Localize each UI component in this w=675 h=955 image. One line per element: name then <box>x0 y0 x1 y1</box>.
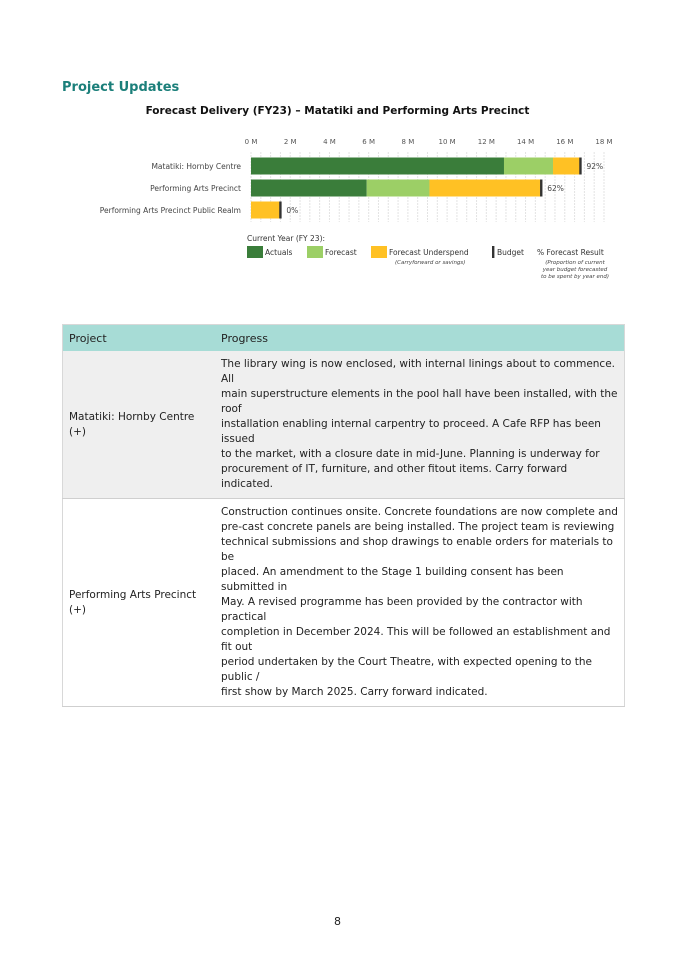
legend-swatch-underspend <box>371 246 387 258</box>
percent-label: 62% <box>547 184 564 193</box>
header-progress: Progress <box>215 325 625 352</box>
legend-label: Actuals <box>265 248 293 257</box>
table-row <box>63 351 625 499</box>
progress-line: procurement of IT, furniture, and other fitout items. Carry forward indicated. <box>221 463 568 490</box>
legend-note: (Proportion of current <box>545 260 605 266</box>
bar-segment-forecast <box>504 158 553 175</box>
progress-cell <box>215 351 625 499</box>
bar-segment-actuals <box>251 180 367 197</box>
page-number: 8 <box>334 915 341 928</box>
x-tick-label: 6 M <box>362 138 376 146</box>
legend-swatch-actuals <box>247 246 263 258</box>
bar-segment-forecast <box>367 180 430 197</box>
legend-swatch-budget <box>492 246 494 258</box>
legend-note: to be spent by year end) <box>540 274 610 280</box>
header-project: Project <box>63 325 216 352</box>
x-tick-label: 18 M <box>595 138 613 146</box>
legend-label: Forecast <box>325 248 357 257</box>
budget-marker <box>279 202 281 219</box>
x-tick-label: 10 M <box>438 138 456 146</box>
progress-line: technical submissions and shop drawings to enable orders for materials to be <box>221 536 613 563</box>
progress-line: completion in December 2024. This will be followed an establishment and fit out <box>221 626 611 653</box>
x-tick-label: 2 M <box>283 138 297 146</box>
project-name-cell: Performing Arts Precinct (+) <box>63 499 216 707</box>
progress-line: first show by March 2025. Carry forward indicated. <box>221 686 488 698</box>
table-row <box>63 499 625 707</box>
progress-line: main superstructure elements in the pool hall have been installed, with the roof <box>221 388 618 415</box>
percent-label: 92% <box>586 162 604 171</box>
table-header-row <box>63 325 625 352</box>
project-name-cell: Matatiki: Hornby Centre (+) <box>63 351 216 499</box>
percent-label: 0% <box>286 206 299 215</box>
bar-segment-actuals <box>251 158 504 175</box>
category-label: Matatiki: Hornby Centre <box>151 162 241 171</box>
legend-label: % Forecast Result <box>537 248 604 257</box>
progress-line: placed. An amendment to the Stage 1 building consent has been submitted in <box>221 566 564 593</box>
progress-line: pre-cast concrete panels are being installed. The project team is reviewing <box>221 521 615 533</box>
category-label: Performing Arts Precinct Public Realm <box>99 206 241 215</box>
budget-marker <box>579 158 581 175</box>
x-tick-label: 4 M <box>323 138 336 146</box>
progress-line: Construction continues onsite. Concrete foundations are now complete and <box>221 506 618 518</box>
x-tick-label: 16 M <box>556 138 574 146</box>
bar-segment-forecast-underspend <box>251 202 280 219</box>
forecast-delivery-chart <box>0 0 675 300</box>
progress-line: to the market, with a closure date in mid-June. Planning is underway for <box>221 448 600 460</box>
x-tick-label: 14 M <box>516 138 535 146</box>
x-tick-label: 12 M <box>477 138 495 146</box>
x-tick-label: 0 M <box>244 138 258 146</box>
legend-note: (Carryforward or savings) <box>395 260 466 266</box>
bar-segment-forecast-underspend <box>553 158 580 175</box>
section-heading: Project Updates <box>62 80 180 95</box>
bar-segment-forecast-underspend <box>429 180 541 197</box>
progress-line: period undertaken by the Court Theatre, with expected opening to the public / <box>221 656 592 683</box>
legend-label: Budget <box>497 248 524 257</box>
budget-marker <box>540 180 542 197</box>
chart-title: Forecast Delivery (FY23) – Matatiki and Performing Arts Precinct <box>145 105 530 117</box>
progress-cell <box>215 499 625 707</box>
legend-heading: Current Year (FY 23): <box>247 234 326 243</box>
legend-label: Forecast Underspend <box>389 248 469 257</box>
category-label: Performing Arts Precinct <box>150 184 241 193</box>
legend-note: year budget forecasted <box>542 267 608 273</box>
progress-line: installation enabling internal carpentry to proceed. A Cafe RFP has been issued <box>221 418 601 445</box>
legend-swatch-forecast <box>307 246 323 258</box>
progress-line: May. A revised programme has been provided by the contractor with practical <box>221 596 583 623</box>
project-progress-table <box>62 324 625 707</box>
x-tick-label: 8 M <box>401 138 415 146</box>
progress-line: The library wing is now enclosed, with internal linings about to commence. All <box>221 358 616 385</box>
